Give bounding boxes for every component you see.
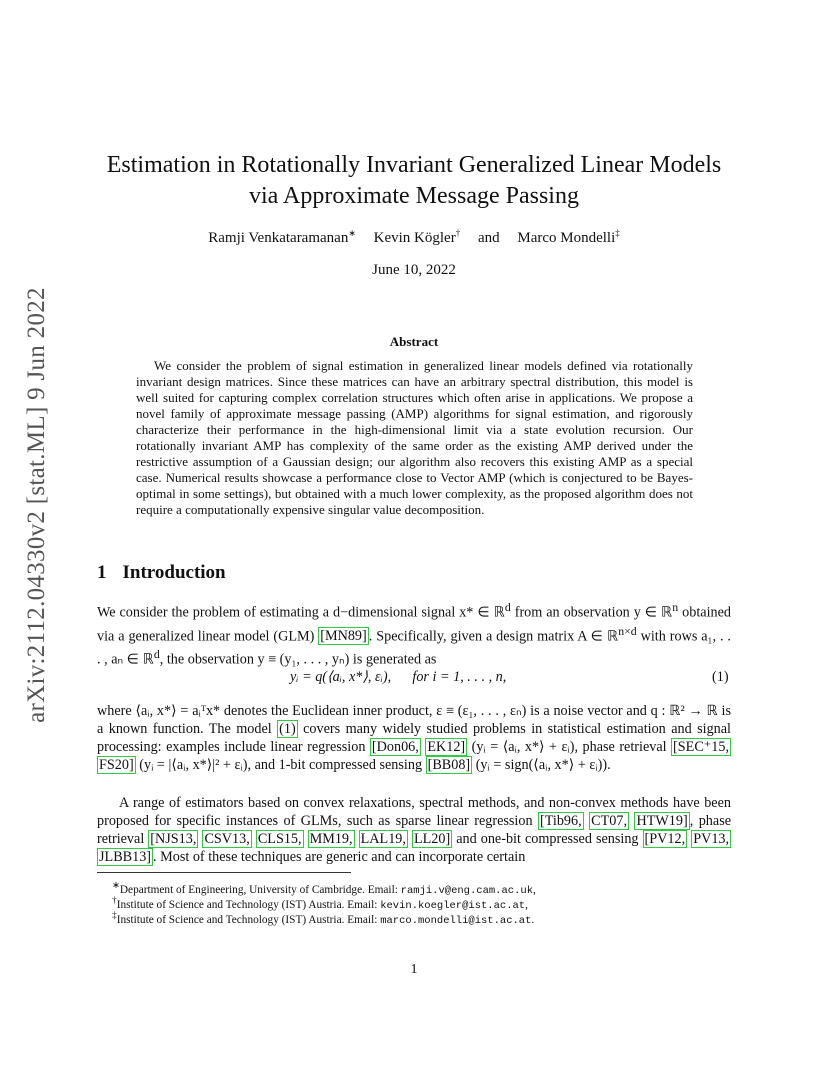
author-1: Ramji Venkataramanan∗ — [208, 228, 356, 246]
section-title: Introduction — [122, 562, 226, 583]
arxiv-id: arXiv:2112.04330v2 [stat.ML] 9 Jun 2022 — [23, 287, 50, 723]
citation-link[interactable]: CSV13, — [204, 831, 250, 847]
citation-link[interactable]: [SEC⁺15, — [673, 739, 730, 755]
section-heading — [97, 562, 226, 584]
citation-link[interactable]: HTW19] — [636, 813, 688, 829]
footnote-3: ‡Institute of Science and Technology (IST) Austria. Email: marco.mondelli@ist.ac.at. — [112, 911, 535, 927]
citation-link[interactable]: LAL19, — [360, 831, 406, 847]
citation-link[interactable]: [BB08] — [427, 757, 471, 773]
page-number: 1 — [410, 962, 418, 977]
title-line-1: Estimation in Rotationally Invariant Generalized Linear Models — [106, 152, 722, 178]
citation-link[interactable]: [NJS13, — [150, 831, 197, 847]
citation-link[interactable]: [Tib96, — [540, 813, 582, 829]
citation-link[interactable]: CLS15, — [257, 831, 302, 847]
citation-link[interactable]: CT07, — [591, 813, 628, 829]
paragraph-2: where ⟨aᵢ, x*⟩ = aᵢᵀx* denotes the Euclidean inner product, ε ≡ (ε₁, . . . , εₙ) is a noise vector and q : ℝ² → ℝ is a known function. The model (1) covers many widely studied problems in statistical estimation and signal processing: examples include linear regression [Don06, EK12] (yᵢ = ⟨aᵢ, x*⟩ + εᵢ), phase retrieval [SEC⁺15, FS20] (yᵢ = |⟨aᵢ, x*⟩|² + εᵢ), and 1-bit compressed sensing [BB08] (yᵢ = sign(⟨aᵢ, x*⟩ + εᵢ)). — [97, 703, 731, 773]
citation-link[interactable]: [Don06, — [371, 739, 419, 755]
section-number: 1 — [97, 562, 107, 583]
citation-link[interactable]: [PV12, — [644, 831, 686, 847]
equation-1: yᵢ = q(⟨aᵢ, x*⟩, εᵢ), for i = 1, . . . , n, — [290, 669, 507, 685]
paragraph-3: A range of estimators based on convex relaxations, spectral methods, and non-convex methods have been proposed for specific instances of GLMs, such as sparse linear regression [Tib96, CT07, HTW19] , phase retrieval [NJS13, CSV13, CLS15, MM19, LAL19, LL20] and one-bit compressed sensing [PV12, PV13, JLBB13] . Most of these techniques are generic and can incorporate certain — [97, 795, 732, 865]
footnote-rule — [97, 872, 351, 873]
citation-link[interactable]: LL20] — [413, 831, 451, 847]
title-line-2: via Approximate Message Passing — [249, 183, 579, 209]
author-2: Kevin Kögler† — [373, 228, 461, 246]
equation-ref-link[interactable]: (1) — [279, 721, 296, 737]
footnote-2: †Institute of Science and Technology (IST) Austria. Email: kevin.koegler@ist.ac.at, — [112, 896, 528, 912]
arxiv-sidebar-stamp — [22, 287, 52, 723]
paper-date: June 10, 2022 — [372, 262, 456, 278]
citation-link[interactable]: MM19, — [309, 831, 353, 847]
citation-link[interactable]: [MN89] — [320, 628, 367, 645]
email-link[interactable]: kevin.koegler@ist.ac.at — [380, 899, 526, 912]
footnote-1: ∗Department of Engineering, University of Cambridge. Email: ramji.v@eng.cam.ac.uk, — [112, 881, 536, 897]
paragraph-1: We consider the problem of estimating a d−dimensional signal x* ∈ ℝ$^d$ from an observation y ∈ ℝ$^n$ obtained via a generalized linear model (GLM) [MN89] . Specifically, given a design matrix A ∈ ℝ$^{n\times d}$ with rows a₁, . . . , aₙ ∈ ℝ$^d$, the observation y ≡ (y₁, . . . , yₙ) is generated as — [97, 600, 731, 669]
paper-title — [100, 150, 728, 212]
abstract-heading: Abstract — [389, 334, 439, 349]
citation-link[interactable]: FS20] — [99, 757, 134, 773]
abstract-text: We consider the problem of signal estimation in generalized linear models defined via rotationally invariant design matrices. Since these matrices can have an arbitrary spectral distribution, this model is well suited for capturing complex correlation structures which often arise in applications. We propose a novel family of approximate message passing (AMP) algorithms for signal estimation, and rigorously characterize their performance in the high-dimensional limit via a state evolution recursion. Our rotationally invariant AMP has complexity of the same order as the existing AMP derived under the restrictive assumption of a Gaussian design; our algorithm also recovers this existing AMP as a special case. Numerical results showcase a performance close to Vector AMP (which is conjectured to be Bayes-optimal in some settings), but obtained with a much lower complexity, as the proposed algorithm does not require a computationally expensive singular value decomposition. — [136, 358, 693, 517]
citation-link[interactable]: PV13, — [693, 831, 730, 847]
author-list — [100, 228, 728, 247]
author-3: Marco Mondelli‡ — [517, 228, 620, 246]
email-link[interactable]: ramji.v@eng.cam.ac.uk — [400, 884, 533, 897]
email-link[interactable]: marco.mondelli@ist.ac.at — [380, 914, 532, 927]
author-conjunction: and — [477, 230, 500, 246]
citation-link[interactable]: EK12] — [427, 739, 466, 755]
equation-number: (1) — [712, 669, 729, 685]
citation-link[interactable]: JLBB13] — [99, 849, 152, 865]
